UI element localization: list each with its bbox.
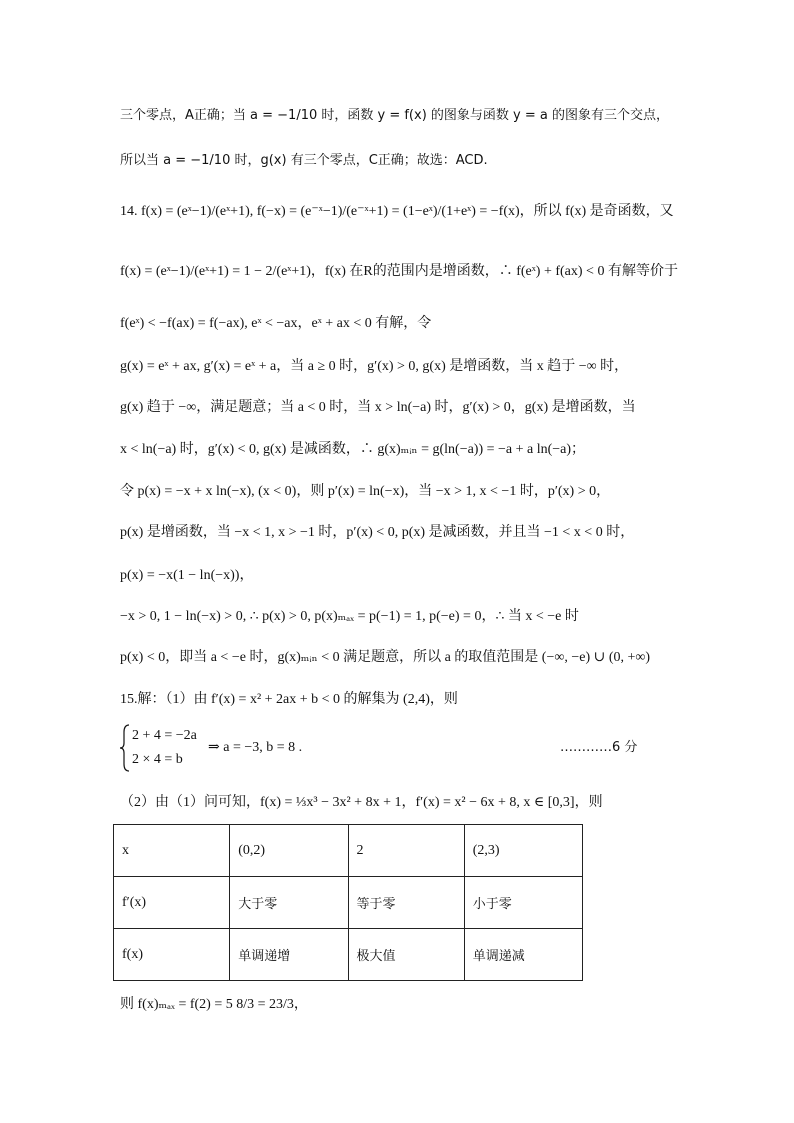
problem-14-line-1: 14. f(x) = (eˣ−1)/(eˣ+1), f(−x) = (e⁻ˣ−1)/(e⁻ˣ+1) = (1−eˣ)/(1+eˣ) = −f(x)，所以 f(x) 是奇函数，又: [120, 204, 674, 219]
problem-15-line-1: 15.解：（1）由 f′(x) = x² + 2ax + b < 0 的解集为 (2,4)，则: [120, 692, 458, 707]
table-cell: x: [114, 825, 230, 877]
table-row: [114, 877, 583, 929]
line-1: 三个零点，A正确；当 a = −1/10 时，函数 y = f(x) 的图象与函数 y = a 的图象有三个交点，: [120, 108, 669, 123]
problem-14-line-5: g(x) 趋于 −∞，满足题意；当 a < 0 时，当 x > ln(−a) 时，g′(x) > 0，g(x) 是增函数，当: [120, 400, 636, 415]
left-brace-icon: [120, 724, 130, 772]
table-cell: f′(x): [114, 877, 230, 929]
table-cell: 极大值: [348, 929, 464, 981]
table-cell: 大于零: [230, 877, 348, 929]
table-cell: 等于零: [348, 877, 464, 929]
table-cell: 2: [348, 825, 464, 877]
problem-14-line-10: −x > 0, 1 − ln(−x) > 0, ∴ p(x) > 0, p(x)ₘₐₓ = p(−1) = 1, p(−e) = 0，∴ 当 x < −e 时: [120, 609, 579, 624]
part2-intro: （2）由（1）问可知，f(x) = ⅓x³ − 3x² + 8x + 1，f′(x) = x² − 6x + 8, x ∈ [0,3]，则: [120, 795, 603, 810]
problem-14-line-6: x < ln(−a) 时，g′(x) < 0, g(x) 是减函数，∴ g(x)ₘᵢₙ = g(ln(−a)) = −a + a ln(−a)；: [120, 442, 586, 457]
problem-14-line-7: 令 p(x) = −x + x ln(−x), (x < 0)，则 p′(x) = ln(−x)，当 −x > 1, x < −1 时，p′(x) > 0，: [120, 484, 611, 499]
problem-14-line-11: p(x) < 0，即当 a < −e 时，g(x)ₘᵢₙ < 0 满足题意，所以 a 的取值范围是 (−∞, −e) ∪ (0, +∞): [120, 650, 651, 665]
table-row: [114, 929, 583, 981]
system-row-1: 2 + 4 = −2a: [132, 728, 197, 743]
score-mark: …………6 分: [560, 740, 638, 755]
problem-14-line-8: p(x) 是增函数，当 −x < 1, x > −1 时，p′(x) < 0, p(x) 是减函数，并且当 −1 < x < 0 时，: [120, 525, 635, 540]
problem-14-line-2: f(x) = (eˣ−1)/(eˣ+1) = 1 − 2/(eˣ+1)，f(x) 在R的范围内是增函数，∴ f(eˣ) + f(ax) < 0 有解等价于: [120, 264, 678, 279]
line-2: 所以当 a = −1/10 时，g(x) 有三个零点，C正确；故选：ACD.: [120, 153, 488, 168]
table-cell: f(x): [114, 929, 230, 981]
table-cell: 单调递增: [230, 929, 348, 981]
conclusion-line: 则 f(x)ₘₐₓ = f(2) = 5 8/3 = 23/3，: [120, 997, 308, 1012]
problem-14-line-9: p(x) = −x(1 − ln(−x))，: [120, 568, 254, 583]
equation-system: [120, 724, 670, 772]
table-cell: 单调递减: [464, 929, 582, 981]
problem-14-line-4: g(x) = eˣ + ax, g′(x) = eˣ + a，当 a ≥ 0 时，g′(x) > 0, g(x) 是增函数，当 x 趋于 −∞ 时，: [120, 359, 629, 374]
monotonicity-table: [113, 824, 583, 981]
system-row-2: 2 × 4 = b: [132, 752, 183, 767]
table-cell: (2,3): [464, 825, 582, 877]
system-result: ⇒ a = −3, b = 8 .: [208, 740, 303, 755]
table-cell: 小于零: [464, 877, 582, 929]
table-cell: (0,2): [230, 825, 348, 877]
problem-14-line-3: f(eˣ) < −f(ax) = f(−ax), eˣ < −ax，eˣ + ax < 0 有解，令: [120, 316, 432, 331]
table-row: [114, 825, 583, 877]
